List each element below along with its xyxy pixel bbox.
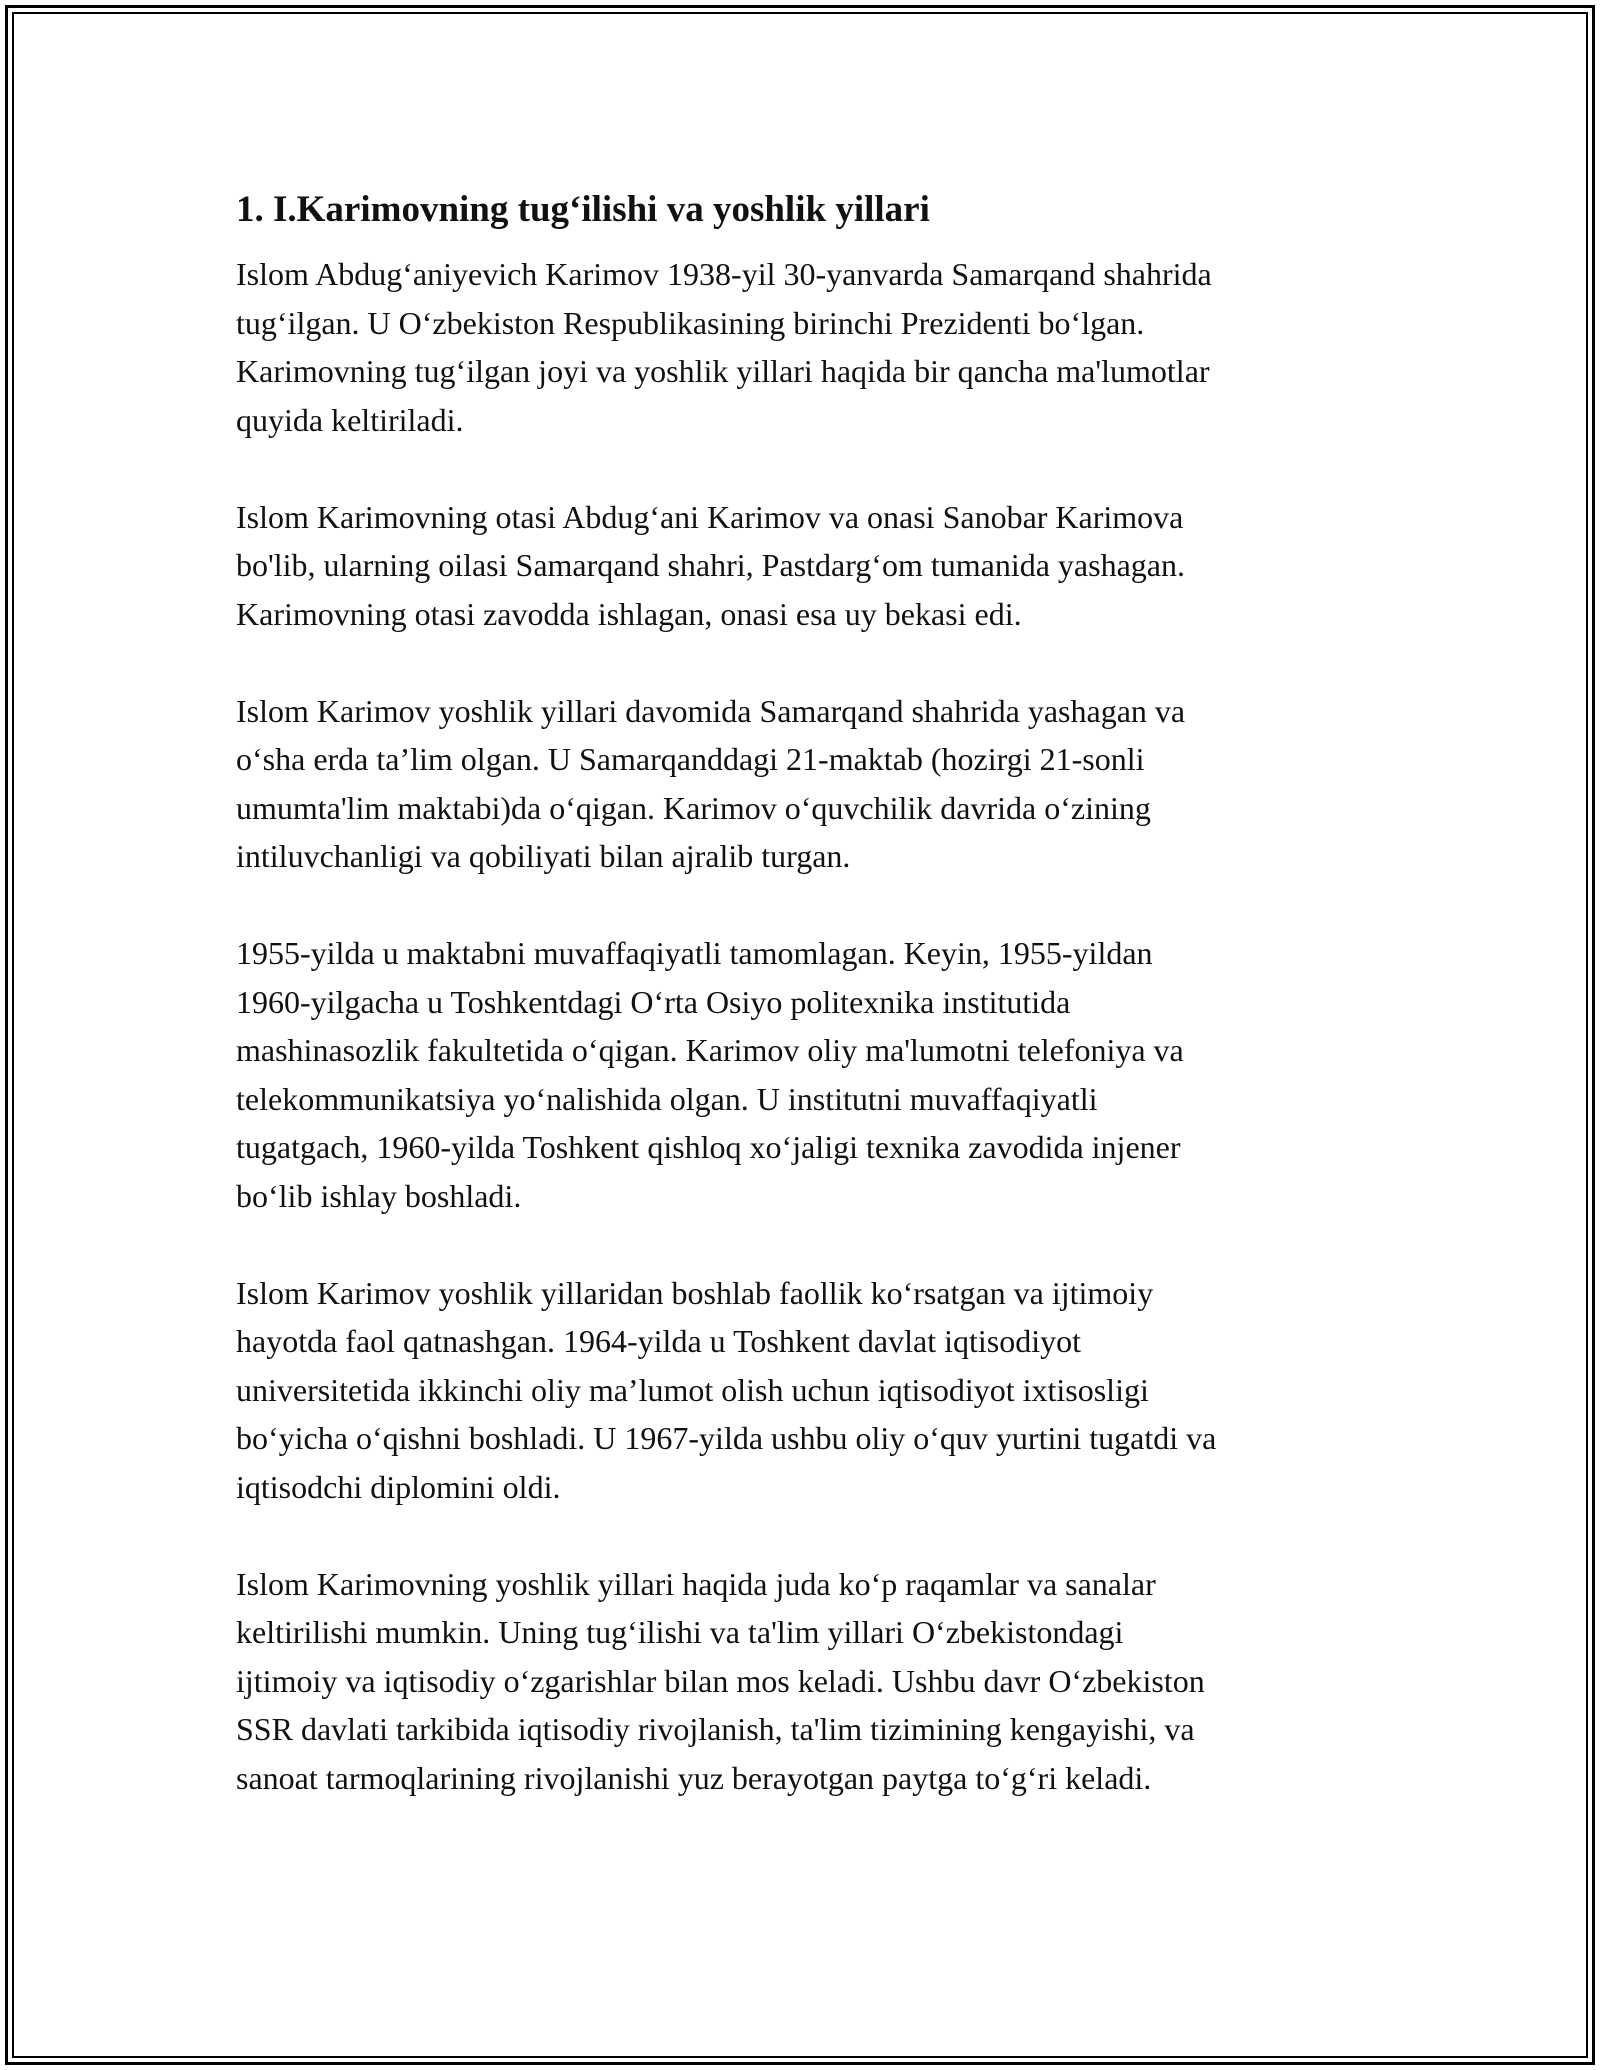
text-line: umumta'lim maktabi)da o‘qigan. Karimov o‘quvchilik davrida o‘zining (236, 789, 1151, 826)
paragraph-university (236, 1269, 1366, 1512)
text-line: 1960-yilgacha u Toshkentdagi O‘rta Osiyo politexnika institutida (236, 983, 1071, 1020)
text-line: Islom Karimov yoshlik yillaridan boshlab faollik ko‘rsatgan va ijtimoiy (236, 1274, 1154, 1311)
text-line: sanoat tarmoqlarining rivojlanishi yuz berayotgan paytga to‘g‘ri keladi. (236, 1759, 1152, 1796)
text-line: hayotda faol qatnashgan. 1964-yilda u Toshkent davlat iqtisodiyot (236, 1323, 1082, 1359)
text-line: Islom Karimovning yoshlik yillari haqida juda ko‘p raqamlar va sanalar (236, 1565, 1156, 1602)
text-line: bo‘lib ishlay boshladi. (236, 1177, 522, 1214)
text-line: universitetida ikkinchi oliy ma’lumot olish uchun iqtisodiyot ixtisosligi (236, 1371, 1149, 1408)
text-line: quyida keltiriladi. (236, 401, 464, 438)
text-line: bo‘yicha o‘qishni boshladi. U 1967-yilda ushbu oliy o‘quv yurtini tugatdi va (236, 1420, 1217, 1456)
text-line: bo'lib, ularning oilasi Samarqand shahri, Pastdarg‘om tumanida yashagan. (236, 547, 1185, 583)
text-line: Karimovning tug‘ilgan joyi va yoshlik yillari haqida bir qancha ma'lumotlar (236, 353, 1210, 389)
paragraph-institute (236, 929, 1366, 1220)
paragraph-summary (236, 1560, 1366, 1803)
text-line: telekommunikatsiya yo‘nalishida olgan. U institutni muvaffaqiyatli (236, 1080, 1098, 1117)
paragraph-parents (236, 493, 1366, 639)
text-line: 1955-yilda u maktabni muvaffaqiyatli tamomlagan. Keyin, 1955-yildan (236, 935, 1153, 971)
text-line: Islom Karimov yoshlik yillari davomida Samarqand shahrida yashagan va (236, 692, 1186, 729)
text-line: Islom Abdug‘aniyevich Karimov 1938-yil 30-yanvarda Samarqand shahrida (236, 256, 1212, 292)
text-line: tug‘ilgan. U O‘zbekiston Respublikasining birinchi Prezidenti bo‘lgan. (236, 304, 1145, 341)
text-line: Islom Karimovning otasi Abdug‘ani Karimov va onasi Sanobar Karimova (236, 498, 1184, 535)
text-line: iqtisodchi diplomini oldi. (236, 1468, 561, 1505)
text-line: tugatgach, 1960-yilda Toshkent qishloq xo‘jaligi texnika zavodida injener (236, 1129, 1181, 1165)
text-line: Karimovning otasi zavodda ishlagan, onasi esa uy bekasi edi. (236, 595, 1022, 632)
document-title: 1. I.Karimovning tug‘ilishi va yoshlik yillari (236, 189, 930, 230)
text-line: o‘sha erda ta’lim olgan. U Samarqanddagi 21-maktab (hozirgi 21-sonli (236, 741, 1145, 777)
paragraph-school (236, 687, 1366, 881)
text-line: intiluvchanligi va qobiliyati bilan ajralib turgan. (236, 838, 851, 874)
paragraph-birth (236, 250, 1366, 444)
text-line: SSR davlati tarkibida iqtisodiy rivojlanish, ta'lim tizimining kengayishi, va (236, 1711, 1195, 1747)
text-line: keltirilishi mumkin. Uning tug‘ilishi va ta'lim yillari O‘zbekistondagi (236, 1614, 1124, 1650)
text-line: mashinasozlik fakultetida o‘qigan. Karimov oliy ma'lumotni telefoniya va (236, 1032, 1184, 1068)
text-line: ijtimoiy va iqtisodiy o‘zgarishlar bilan mos keladi. Ushbu davr O‘zbekiston (236, 1662, 1205, 1699)
document-body (236, 186, 1366, 1851)
